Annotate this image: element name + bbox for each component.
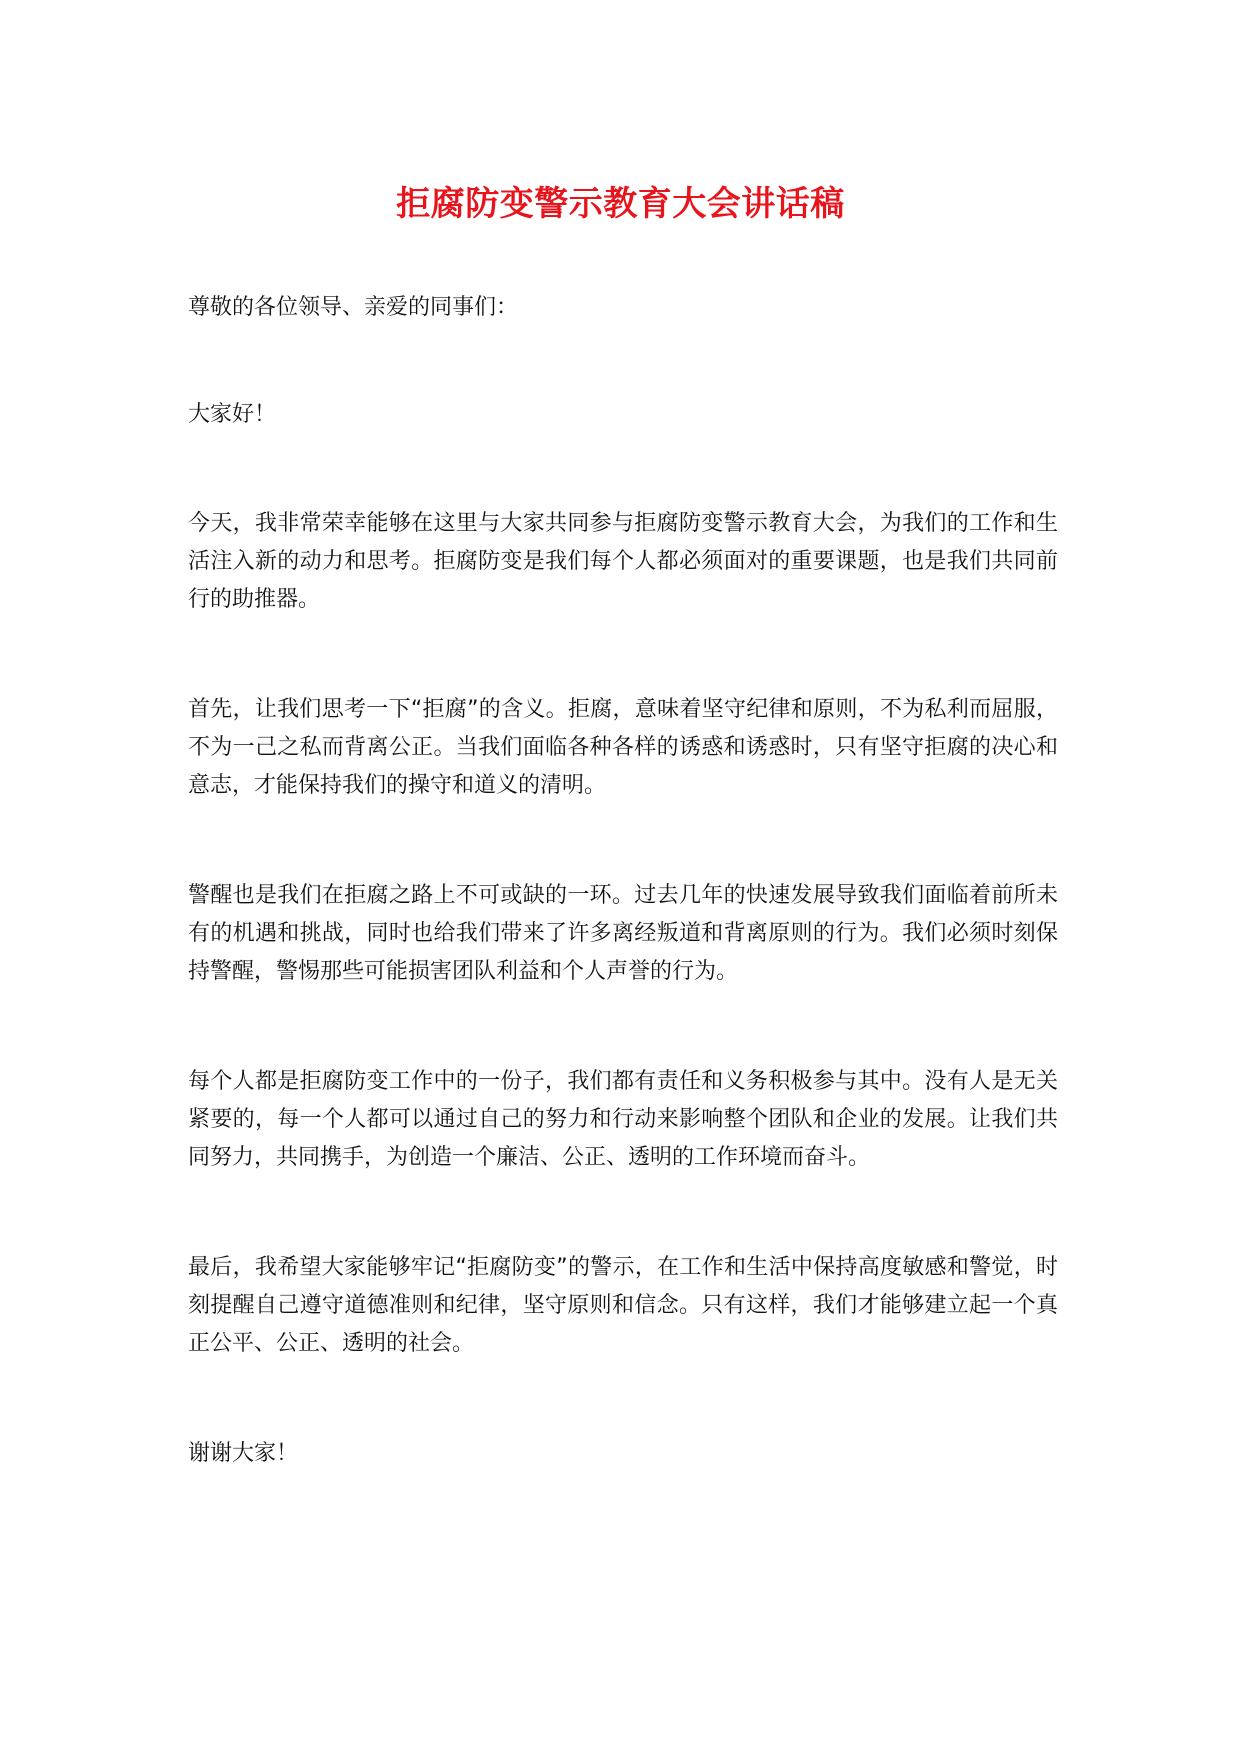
paragraph-alert: 警醒也是我们在拒腐之路上不可或缺的一环。过去几年的快速发展导致我们面临着前所未有的机遇和挑战，同时也给我们带来了许多离经叛道和背离原则的行为。我们必须时刻保持警醒，警惕那些可能损害团队利益和个人声誉的行为。 [188, 883, 1058, 984]
paragraph-responsibility: 每个人都是拒腐防变工作中的一份子，我们都有责任和义务积极参与其中。没有人是无关紧要的，每一个人都可以通过自己的努力和行动来影响整个团队和企业的发展。让我们共同努力，共同携手，为创造一个廉洁、公正、透明的工作环境而奋斗。 [188, 1069, 1058, 1170]
greeting: 大家好！ [188, 402, 277, 427]
closing-thanks: 谢谢大家！ [188, 1441, 299, 1466]
document-title: 拒腐防变警示教育大会讲话稿 [396, 184, 845, 224]
paragraph-conclusion: 最后，我希望大家能够牢记“拒腐防变”的警示，在工作和生活中保持高度敏感和警觉，时刻提醒自己遵守道德准则和纪律，坚守原则和信念。只有这样，我们才能够建立起一个真正公平、公正、透明的社会。 [188, 1255, 1058, 1356]
paragraph-meaning: 首先，让我们思考一下“拒腐”的含义。拒腐，意味着坚守纪律和原则，不为私利而屈服，不为一己之私而背离公正。当我们面临各种各样的诱惑和诱惑时，只有坚守拒腐的决心和意志，才能保持我们的操守和道义的清明。 [188, 697, 1058, 798]
paragraph-intro: 今天，我非常荣幸能够在这里与大家共同参与拒腐防变警示教育大会，为我们的工作和生活注入新的动力和思考。拒腐防变是我们每个人都必须面对的重要课题，也是我们共同前行的助推器。 [188, 511, 1058, 612]
salutation: 尊敬的各位领导、亲爱的同事们： [188, 295, 519, 320]
